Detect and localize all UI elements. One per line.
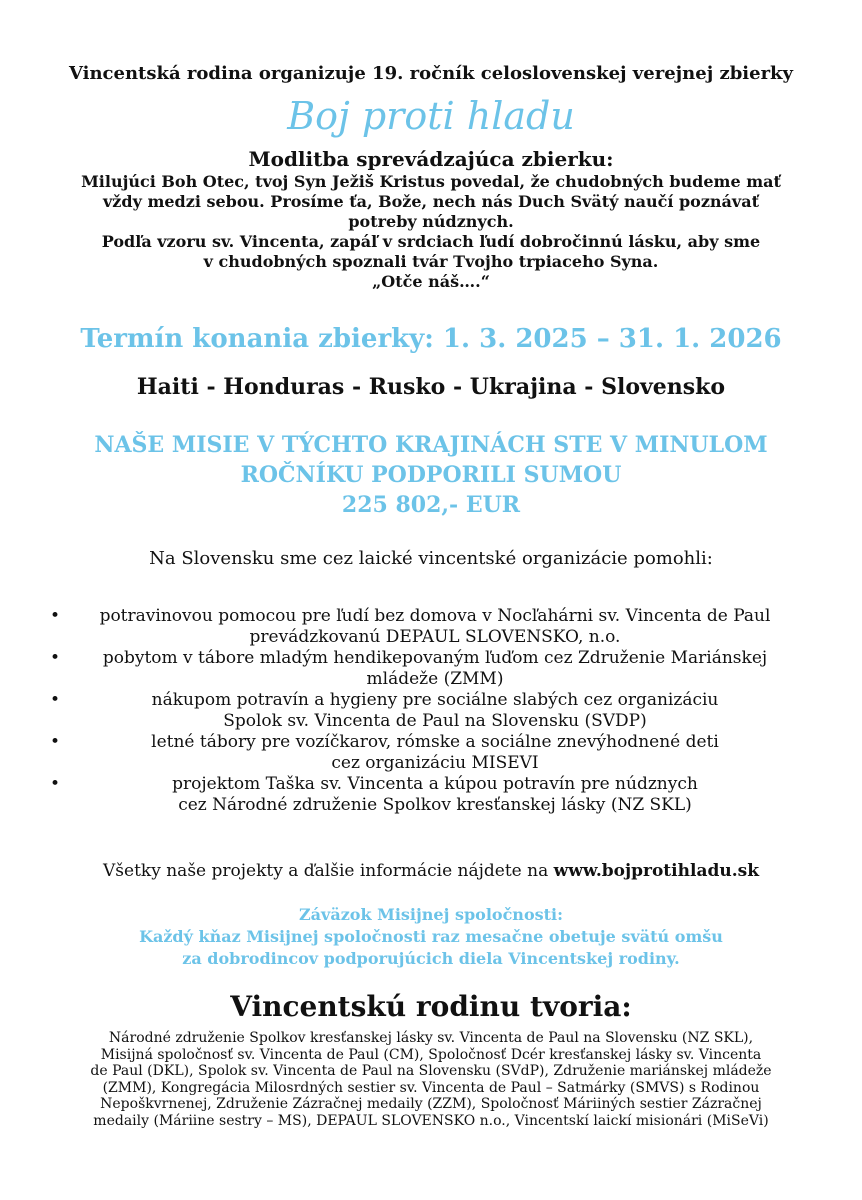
support-amount: 225 802,- EUR [341,492,521,518]
family-line: de Paul (DKL), Spolok sv. Vincenta de Paul na Slovensku (SVdP), Združenie mariánskej mládeže [90,1063,772,1079]
website-link[interactable]: www.bojprotihladu.sk [553,861,759,881]
support-line: ROČNÍKU PODPORILI SUMOU [240,462,622,488]
slovakia-help-lead: Na Slovensku sme cez laické vincentské organizácie pomohli: [149,548,713,569]
family-heading: Vincentskú rodinu tvoria: [230,990,632,1023]
list-item: • pobytom v tábore mladým hendikepovaným ľuďom cez Združenie Mariánskej mládeže (ZMM) [50,648,768,689]
family-line: (ZMM), Kongregácia Milosrdných sestier sv. Vincenta de Paul – Satmárky (SMVS) s Rodinou [102,1079,760,1096]
bullet-icon: • [50,690,61,710]
family-line: Nepoškvrnenej, Združenie Zázračnej medaily (ZZM), Spoločnosť Máriiných sestier Zázračnej [100,1096,762,1112]
commitment-line: Každý kňaz Misijnej spoločnosti raz mesačne obetuje svätú omšu [139,927,723,946]
family-line: Misijná spoločnosť sv. Vincenta de Paul (CM), Spoločnosť Dcér kresťanskej lásky sv. Vincenta [100,1046,762,1063]
bullet-icon: • [50,648,61,668]
list-item: • letné tábory pre vozíčkarov, rómske a sociálne znevýhodnené deti cez organizáciu MISEVI [50,732,719,773]
intro-line: Vincentská rodina organizuje 19. ročník celoslovenskej verejnej zbierky [68,63,793,84]
list-item: • potravinovou pomocou pre ľudí bez domova v Nocľahárni sv. Vincenta de Paul prevádzkovanú DEPAUL SLOVENSKO, n.o. [50,606,771,647]
prayer-heading: Modlitba sprevádzajúca zbierku: [248,147,614,171]
family-line: Národné združenie Spolkov kresťanskej lásky sv. Vincenta de Paul na Slovensku (NZ SKL), [108,1030,754,1046]
commitment-block [0,904,862,970]
list-item: • nákupom potravín a hygieny pre sociálne slabých cez organizáciu Spolok sv. Vincenta de Paul na Slovensku (SVDP) [50,690,719,731]
prayer-line: v chudobných spoznali tvár Tvojho trpiaceho Syna. [203,252,659,271]
prayer-text [0,172,862,292]
countries-list: Haiti - Honduras - Rusko - Ukrajina - Slovensko [136,374,726,400]
prayer-line: Podľa vzoru sv. Vincenta, zapáľ v srdciach ľudí dobročinnú lásku, aby sme [101,232,761,251]
help-list [40,606,830,816]
website-line [0,858,862,884]
family-line: medaily (Máriine sestry – MS), DEPAUL SLOVENSKO n.o., Vincentskí laickí misionári (MiSeVi) [93,1112,769,1129]
bullet-icon: • [50,606,61,626]
commitment-heading: Záväzok Misijnej spoločnosti: [298,905,563,924]
bullet-icon: • [50,732,61,752]
support-summary [0,430,862,520]
campaign-title: Boj proti hladu [287,94,575,138]
prayer-line: „Otče náš….“ [372,272,490,291]
prayer-line: vždy medzi sebou. Prosíme ťa, Bože, nech nás Duch Svätý naučí poznávať [103,192,759,211]
prayer-line: potreby núdznych. [348,212,514,231]
bullet-icon: • [50,774,61,794]
prayer-line: Milujúci Boh Otec, tvoj Syn Ježiš Kristus povedal, že chudobných budeme mať [81,172,781,191]
family-members [0,1030,862,1129]
commitment-line: za dobrodincov podporujúcich diela Vincentskej rodiny. [182,949,680,968]
website-text: Všetky naše projekty a ďalšie informácie nájdete na [103,861,554,881]
collection-term: Termín konania zbierky: 1. 3. 2025 – 31. 1. 2026 [80,324,782,354]
list-item: • projektom Taška sv. Vincenta a kúpou potravín pre núdznych cez Národné združenie Spolkov kresťanskej lásky (NZ SKL) [50,774,698,815]
support-line: NAŠE MISIE V TÝCHTO KRAJINÁCH STE V MINULOM [94,432,768,458]
